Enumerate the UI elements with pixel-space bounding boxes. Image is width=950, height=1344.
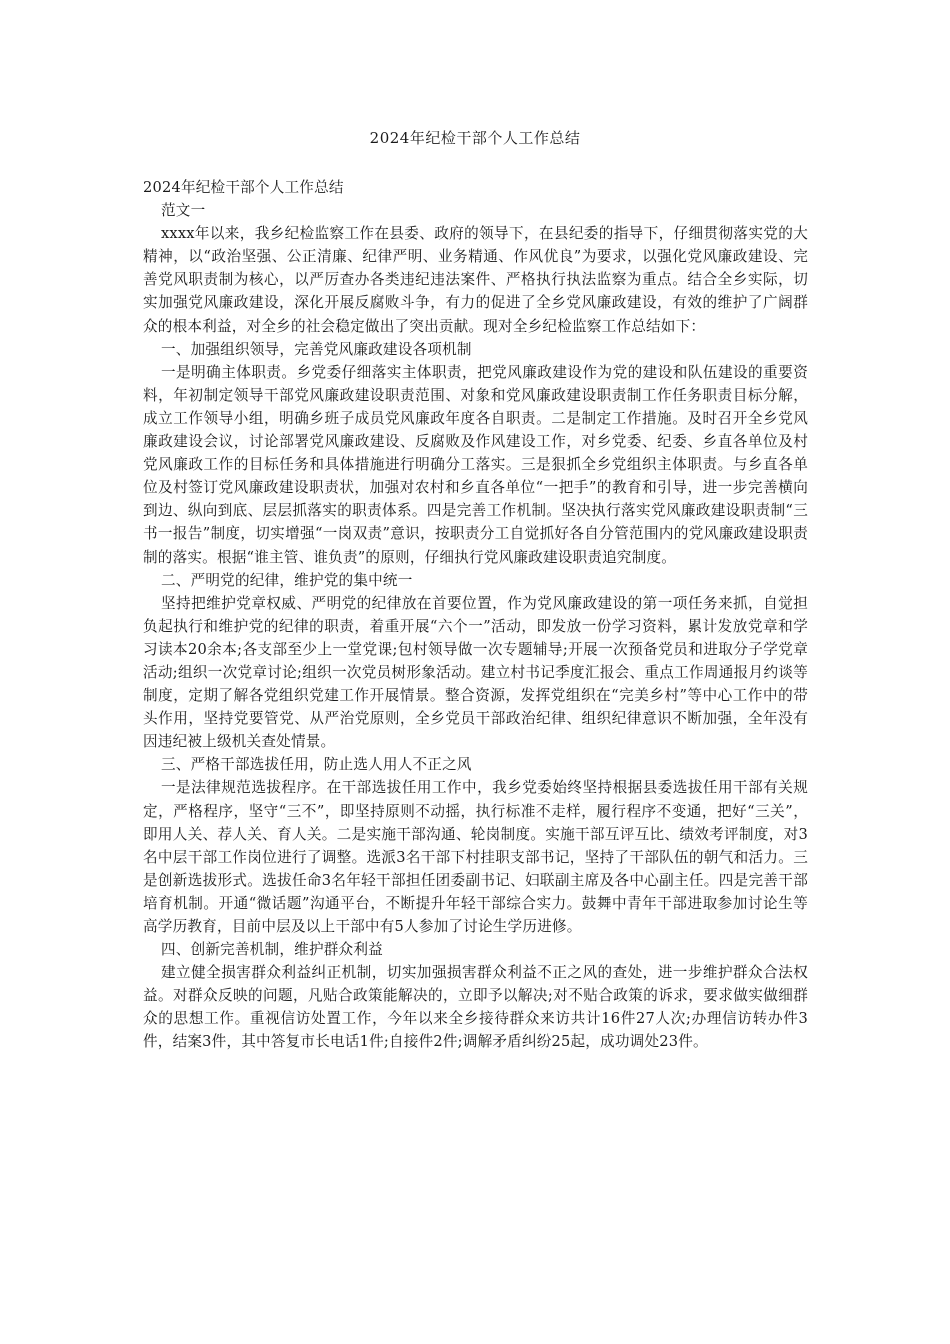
paragraph-section-4: 建立健全损害群众利益纠正机制，切实加强损害群众利益不正之风的查处，进一步维护群众合法权益。对群众反映的问题，凡贴合政策能解决的，立即予以解决;对不贴合政策的诉求，要求做实做细群众的思想工作。重视信访处置工作，今年以来全乡接待群众来访共计16件27人次;办理信访转办件3件，结案3件，其中答复市长电话1件;自接件2件;调解矛盾纠纷25起，成功调处23件。 xyxy=(143,964,808,1051)
sample-label: 范文一 xyxy=(161,202,206,220)
document-body xyxy=(143,176,808,1054)
section-heading-3: 三、严格干部选拔任用，防止选人用人不正之风 xyxy=(161,756,472,774)
paragraph-intro: xxxx年以来，我乡纪检监察工作在县委、政府的领导下，在县纪委的指导下，仔细贯彻落实党的大精神，以“政治坚强、公正清廉、纪律严明、业务精通、作风优良”为要求，以强化党风廉政建设、完善党风职责制为核心，以严厉查办各类违纪违法案件、严格执行执法监察为重点。结合全乡实际，切实加强党风廉政建设，深化开展反腐败斗争，有力的促进了全乡党风廉政建设，有效的维护了广阔群众的根本利益，对全乡的社会稳定做出了突出贡献。现对全乡纪检监察工作总结如下： xyxy=(143,225,808,335)
paragraph-section-1: 一是明确主体职责。乡党委仔细落实主体职责，把党风廉政建设作为党的建设和队伍建设的重要资料，年初制定领导干部党风廉政建设职责范围、对象和党风廉政建设职责制工作任务职责目标分解，成立工作领导小组，明确乡班子成员党风廉政年度各自职责。二是制定工作措施。及时召开全乡党风廉政建设会议，讨论部署党风廉政建设、反腐败及作风建设工作，对乡党委、纪委、乡直各单位及村党风廉政工作的目标任务和具体措施进行明确分工落实。三是狠抓全乡党组织主体职责。与乡直各单位及村签订党风廉政建设职责状，加强对农村和乡直各单位“一把手”的教育和引导，进一步完善横向到边、纵向到底、层层抓落实的职责体系。四是完善工作机制。坚决执行落实党风廉政建设职责制“三书一报告”制度，切实增强“一岗双责”意识，按职责分工自觉抓好各自分管范围内的党风廉政建设职责制的落实。根据“谁主管、谁负责”的原则，仔细执行党风廉政建设职责追究制度。 xyxy=(143,363,808,566)
document-subtitle: 2024年纪检干部个人工作总结 xyxy=(143,179,344,196)
paragraph-section-2: 坚持把维护党章权威、严明党的纪律放在首要位置，作为党风廉政建设的第一项任务来抓，自觉担负起执行和维护党的纪律的职责，着重开展“六个一”活动，即发放一份学习资料，累计发放党章和学习读本20余本;各支部至少上一堂党课;包村领导做一次专题辅导;开展一次预备党员和进取分子学党章活动;组织一次党章讨论;组织一次党员树形象活动。建立村书记季度汇报会、重点工作周通报月约谈等制度，定期了解各党组织党建工作开展情景。整合资源，发挥党组织在“完美乡村”等中心工作中的带头作用，坚持党要管党、从严治党原则，全乡党员干部政治纪律、组织纪律意识不断加强，全年没有因违纪被上级机关查处情景。 xyxy=(143,594,808,751)
section-heading-4: 四、创新完善机制，维护群众利益 xyxy=(161,941,383,959)
section-heading-2: 二、严明党的纪律，维护党的集中统一 xyxy=(161,571,413,589)
paragraph-section-3: 一是法律规范选拔程序。在干部选拔任用工作中，我乡党委始终坚持根据县委选拔任用干部有关规定，严格程序，坚守“三不”，即坚持原则不动摇，执行标准不走样，履行程序不变通，把好“三关”，即用人关、荐人关、育人关。二是实施干部沟通、轮岗制度。实施干部互评互比、绩效考评制度，对3名中层干部工作岗位进行了调整。选派3名干部下村挂职支部书记，坚持了干部队伍的朝气和活力。三是创新选拔形式。选拔任命3名年轻干部担任团委副书记、妇联副主席及各中心副主任。四是完善干部培育机制。开通“微话题”沟通平台，不断提升年轻干部综合实力。鼓舞中青年干部进取参加讨论生等高学历教育，目前中层及以上干部中有5人参加了讨论生学历进修。 xyxy=(143,779,808,935)
document-title: 2024年纪检干部个人工作总结 xyxy=(369,129,581,147)
section-heading-1: 一、加强组织领导，完善党风廉政建设各项机制 xyxy=(161,340,472,358)
